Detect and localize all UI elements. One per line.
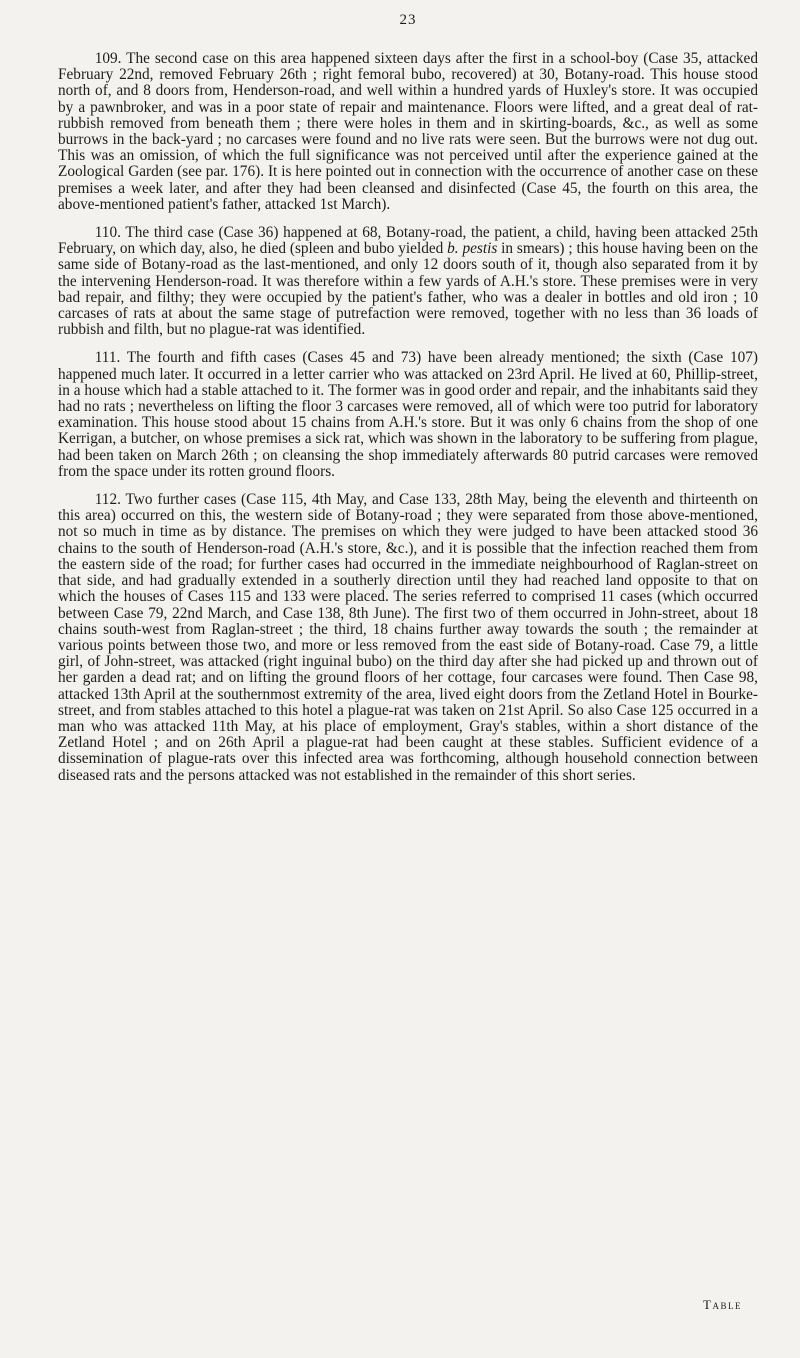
species-name-italic: b. pestis [447, 240, 498, 258]
paragraph-110 [58, 225, 758, 338]
paragraph-110-text-end: in smears) ; this house having been on the same side of Botany-road as the last-mentioned, and only 12 doors south of it, though also separated from it by the intervening Henderson-road. It was therefore within a few yards of A.H.'s store. These premises were in very bad repair, and filthy; they were occupied by the patient's father, who was a dealer in bottles and old iron ; 10 carcases of rats at about the same stage of putrefaction were removed, together with no less than 36 loads of rubbish and filth, but no plague-rat was identified. [58, 240, 759, 339]
catchword: Table [703, 1297, 742, 1312]
page-number: 23 [399, 12, 417, 28]
paragraph-110-text-start: 110. The third case (Case 36) happened at 68, Botany-road, the patient, a child, having been attacked 25th February, on which day, also, he died (spleen and bubo yielded [58, 224, 758, 258]
paragraph-112: 112. Two further cases (Case 115, 4th May, and Case 133, 28th May, being the eleventh and thirteenth on this area) occurred on this, the western side of Botany-road ; they were separated from those above-mentioned, not so much in time as by distance. The premises on which they were judged to have been attacked stood 36 chains to the south of Henderson-road (A.H.'s store, &c.), and it is possible that the infection reached them from the eastern side of the road; for further cases had occurred in the immediate neighbourhood of Raglan-street on that side, and had gradually extended in a southerly direction until they had reached land opposite to that on which the houses of Cases 115 and 133 were placed. The series referred to comprised 11 cases (which occurred between Case 79, 22nd March, and Case 138, 8th June). The first two of them occurred in John-street, about 18 chains south-west from Raglan-street ; the third, 18 chains further away towards the south ; the remainder at various points between those two, and more or less removed from the east side of Botany-road. Case 79, a little girl, of John-street, was attacked (right inguinal bubo) on the third day after she had picked up and thrown out of her garden a dead rat; and on lifting the ground floors of her cottage, four carcases were found. Then Case 98, attacked 13th April at the southernmost extremity of the area, lived eight doors from the Zetland Hotel in Bourke-street, and from stables attached to this hotel a plague-rat was taken on 21st April. So also Case 125 occurred in a man who was attacked 11th May, at his place of employment, Gray's stables, within a short distance of the Zetland Hotel ; and on 26th April a plague-rat had been caught at these stables. Sufficient evidence of a dissemination of plague-rats over this infected area was forthcoming, although household connection between diseased rats and the persons attacked was not established in the remainder of this short series. [58, 491, 758, 784]
paragraph-111: 111. The fourth and fifth cases (Cases 45 and 73) have been already mentioned; the sixth (Case 107) happened much later. It occurred in a letter carrier who was attacked on 23rd April. He lived at 60, Phillip-street, in a house which had a stable attached to it. The former was in good order and repair, and the inhabitants said they had no rats ; nevertheless on lifting the floor 3 carcases were removed, all of which were too putrid for laboratory examination. This house stood about 15 chains from A.H.'s store. But it was only 6 chains from the shop of one Kerrigan, a butcher, on whose premises a sick rat, which was shown in the laboratory to be suffering from plague, had been taken on March 26th ; on cleansing the shop immediately afterwards 80 putrid carcases were removed from the space under its rotten ground floors. [58, 349, 758, 480]
paragraph-109: 109. The second case on this area happened sixteen days after the first in a school-boy (Case 35, attacked February 22nd, removed February 26th ; right femoral bubo, recovered) at 30, Botany-road. This house stood north of, and 8 doors from, Henderson-road, and well within a hundred yards of Huxley's store. It was occupied by a pawnbroker, and was in a poor state of repair and maintenance. Floors were lifted, and a great deal of rat-rubbish removed from beneath them ; there were holes in them and in skirting-boards, &c., as well as some burrows in the back-yard ; no carcases were found and no live rats were seen. But the burrows were not dug out. This was an omission, of which the full significance was not perceived until after the experience gained at the Zoological Garden (see par. 176). It is here pointed out in connection with the occurrence of another case on these premises a week later, and after they had been cleansed and disinfected (Case 45, the fourth on this area, the above-mentioned patient's father, attacked 1st March). [58, 50, 758, 213]
document-page [58, 12, 758, 796]
